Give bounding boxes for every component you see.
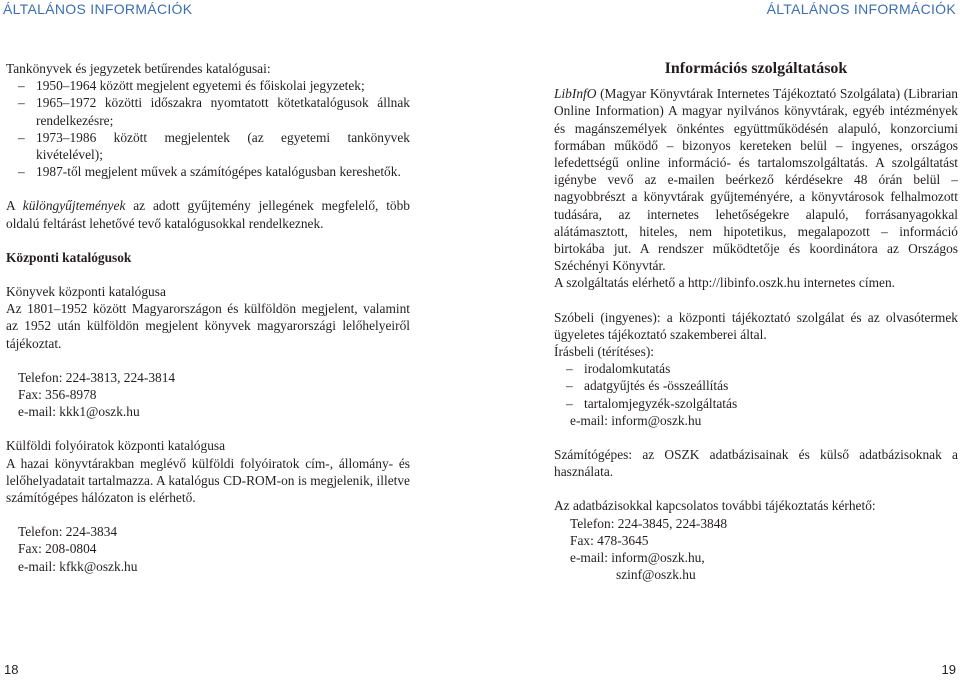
special-collections-paragraph: A különgyűjtemények az adott gyűjtemény jellegének megfelelő, több oldalú feltárást lehetővé tevő katalógusokkal rendelkeznek. [6,198,411,231]
database-info-intro: Az adatbázisokkal kapcsolatos további tájékoztatás kérhető: [554,498,876,514]
database-contact: Telefon: 224-3845, 224-3848 Fax: 478-3645 e-mail: inform@oszk.hu, szinf@oszk.hu [570,515,728,583]
written-service-title: Írásbeli (térítéses): [554,344,655,360]
periodicals-catalog-text: A hazai könyvtárakban meglévő külföldi folyóiratok cím-, állomány- és lelőhelyadatait tartalmazza. A katalógus CD-ROM-on is megjelenik, illetve számítógépes hálózaton is elérhető. [6,455,410,506]
page-number-left: 18 [4,662,19,677]
list-item: – 1950–1964 között megjelent egyetemi és főiskolai jegyzetek; [18,78,365,94]
books-catalog-title: Könyvek központi katalógusa [6,284,166,300]
page-title: Információs szolgáltatások [664,60,848,77]
list-item: – irodalomkutatás [566,361,671,377]
oral-service: Szóbeli (ingyenes): a központi tájékoztató szolgálat és az olvasótermek ügyeletes tájékoztató szakemberei által. [554,309,958,342]
written-email: e-mail: inform@oszk.hu [570,412,702,428]
libinfo-url: A szolgáltatás elérhető a http://libinfo.oszk.hu internetes címen. [554,275,895,291]
page-number-right: 19 [941,662,956,677]
computer-service: Számítógépes: az OSZK adatbázisainak és külső adatbázisoknak a használata. [554,447,958,480]
right-column [554,60,958,583]
catalog-intro: Tankönyvek és jegyzetek betűrendes katalógusai: [6,61,271,76]
books-catalog-text: Az 1801–1952 között Magyarországon és külföldön megjelent, valamint az 1952 után külföldön megjelent könyvek magyarországi lelőhelyeiről tájékoztat. [6,301,410,351]
list-item: – adatgyűjtés és -összeállítás [566,378,729,394]
running-header-right: ÁLTALÁNOS INFORMÁCIÓK [766,1,956,17]
running-header-left: ÁLTALÁNOS INFORMÁCIÓK [3,1,193,17]
catalog-list [6,77,410,180]
books-contact: Telefon: 224-3813, 224-3814 Fax: 356-8978 e-mail: kkk1@oszk.hu [18,369,176,420]
periodicals-contact: Telefon: 224-3834 Fax: 208-0804 e-mail: kfkk@oszk.hu [18,524,138,574]
list-item: – 1973–1986 között megjelentek (az egyetemi tankönyvek kivételével); [18,129,410,163]
list-item: – 1987-től megjelent művek a számítógépes katalógusban kereshetők. [18,164,401,180]
left-column [6,60,410,575]
written-service-list [554,360,958,412]
libinfo-paragraph: LibInfO (Magyar Könyvtárak Internetes Tájékoztató Szolgálata) (Librarian Online Information) A magyar nyilvános könyvtárak, egyéb intézmények és magánszemélyek önkéntes együttműködésén alapuló, konzorciumi formában működő – bizonyos kereteken belül – ingyenes, országos lefedettségű online információ- és tartalomszolgáltatás. A szolgáltatást igénybe vevő az e-mailen beérkező kérdésekre 48 órán belül – nagyobbrészt a könyvtárak gyűjteményére, a könyvtárosok felhalmozott tudására, az internetes lehetőségekre alapuló, forrásanyagokkal alátámasztott, hiteles, nem hipotetikus, megalapozott – információ birtokába jut. A rendszer működtetője és koordinátora az Országos Széchényi Könyvtár. [554,86,958,274]
list-item: – tartalomjegyzék-szolgáltatás [566,395,738,411]
periodicals-catalog-title: Külföldi folyóiratok központi katalógusa [6,438,226,454]
section-title: Központi katalógusok [6,249,132,265]
list-item: – 1965–1972 közötti időszakra nyomtatott kötetkatalógusok állnak rendelkezésre; [18,95,410,128]
